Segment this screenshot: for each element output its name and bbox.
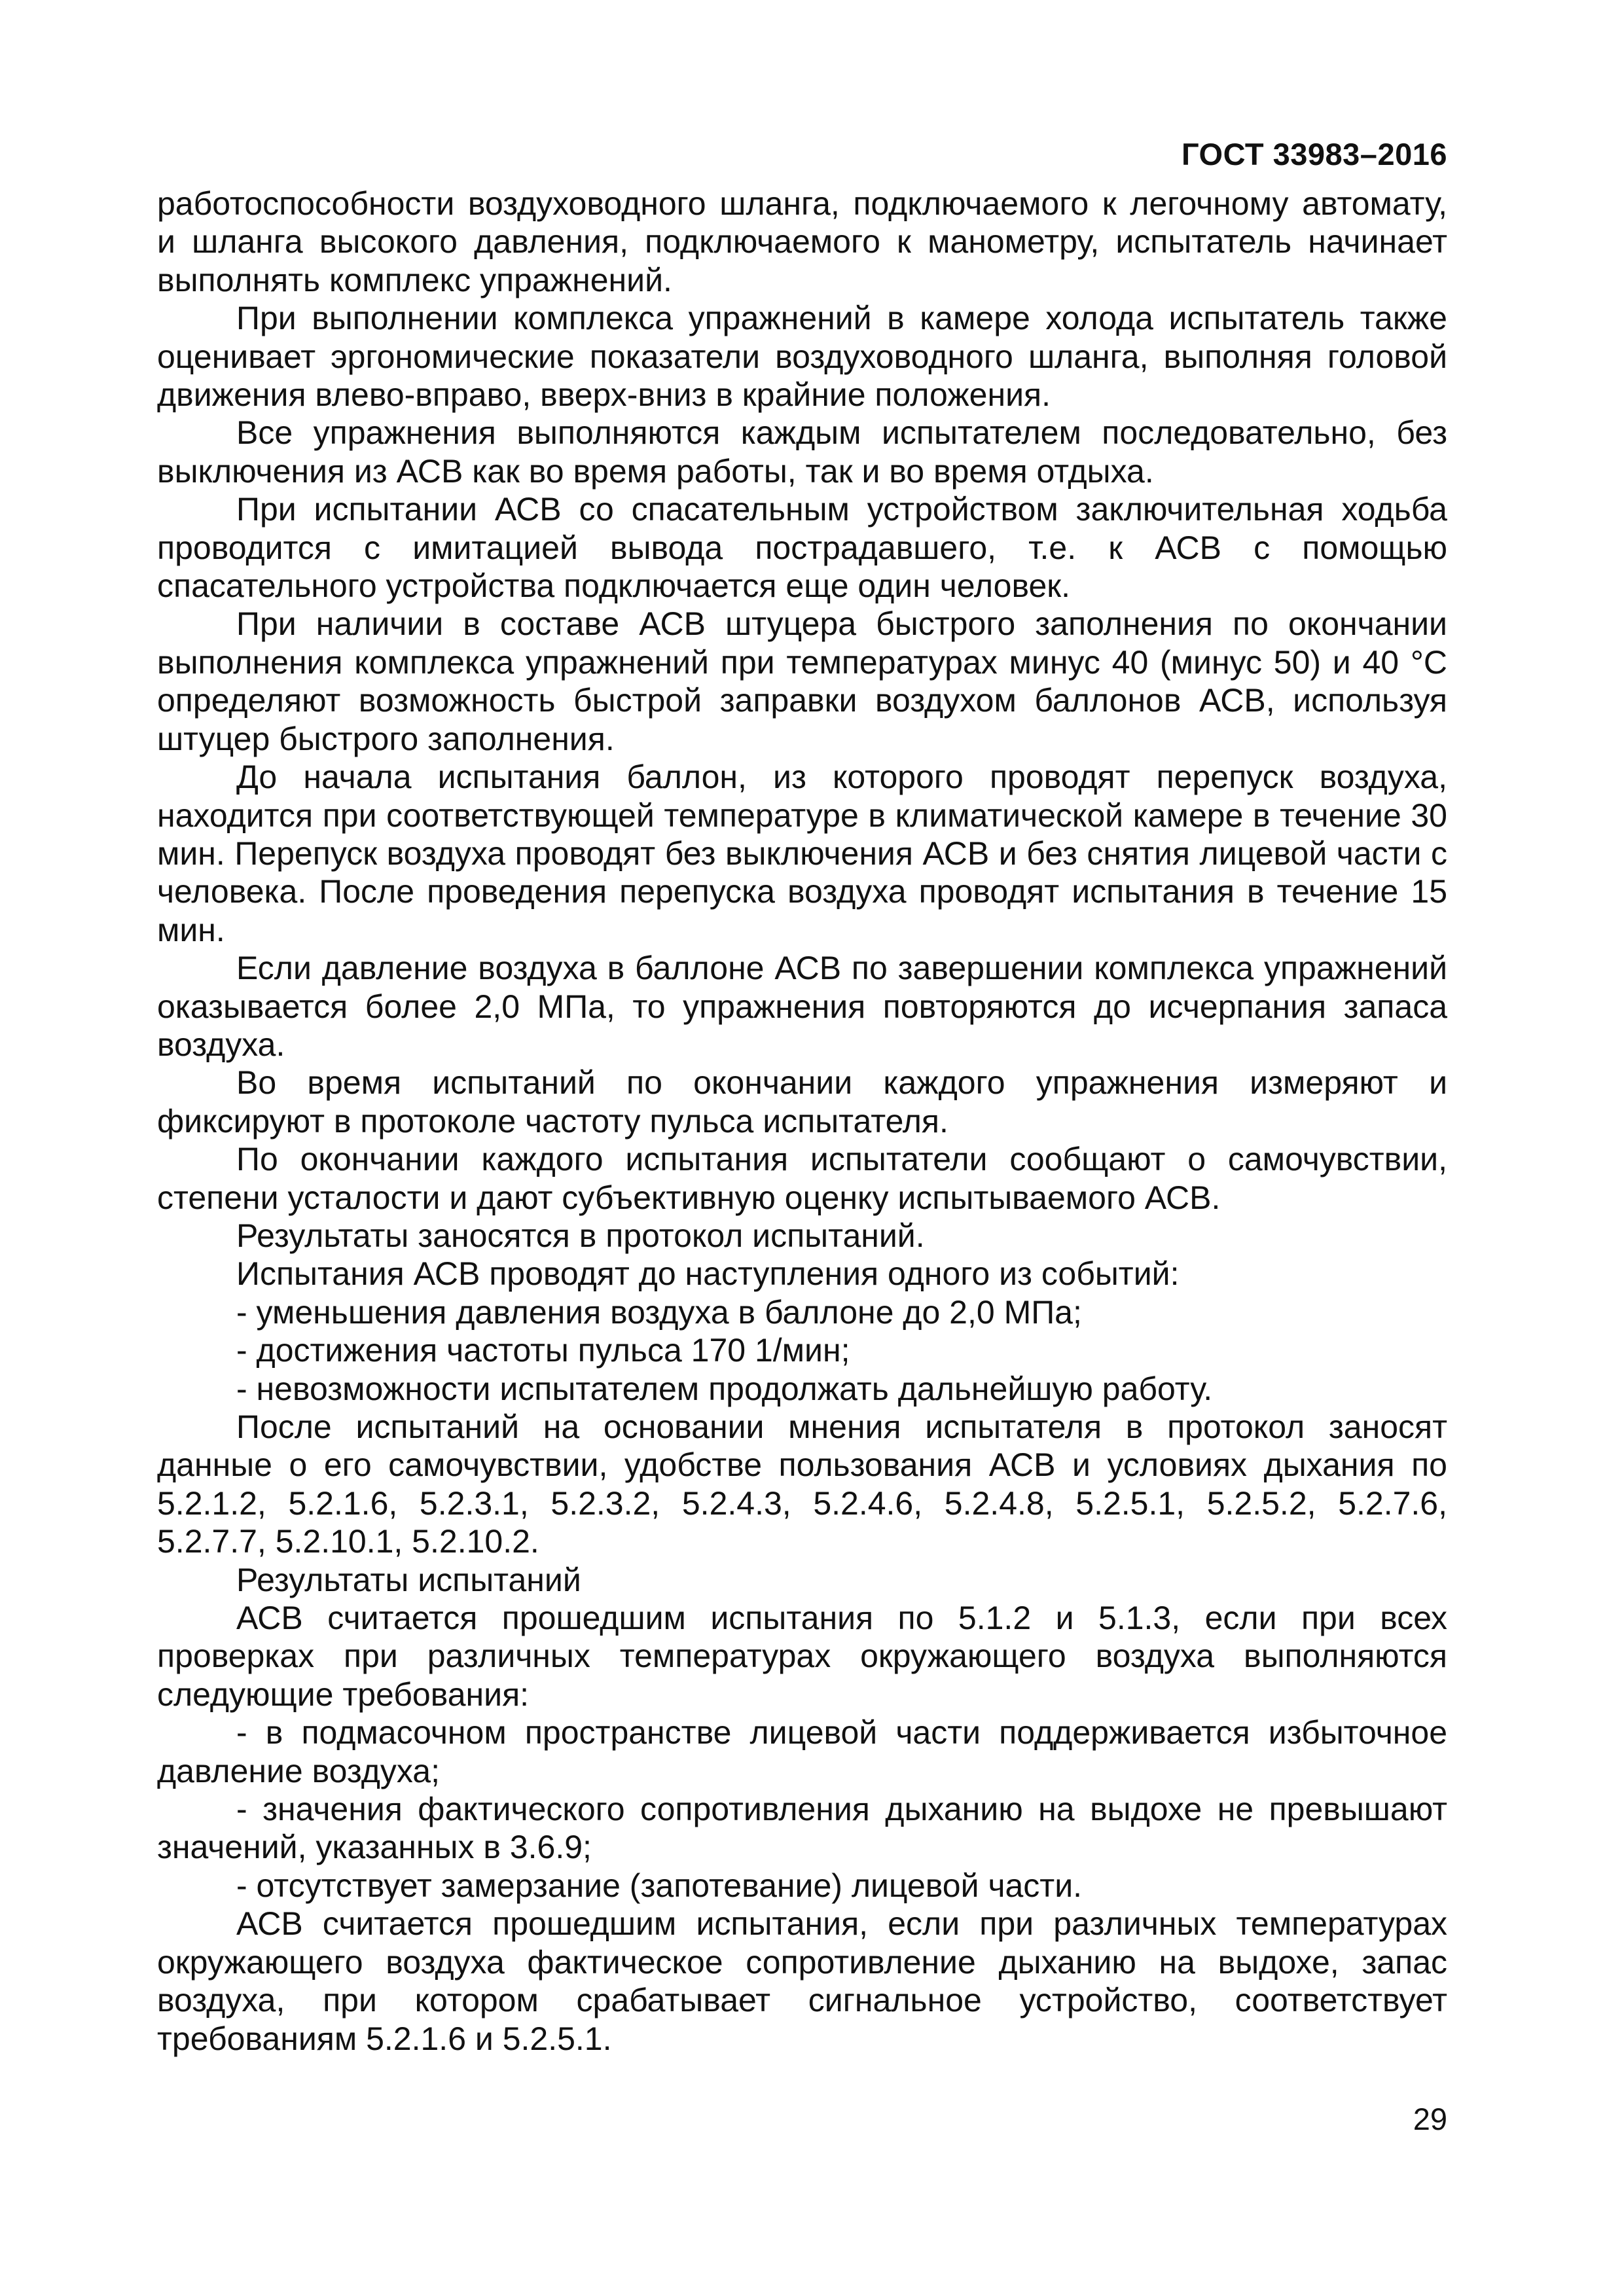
paragraph: При испытании АСВ со спасательным устройством заключительная ходьба проводится с имитацией вывода пострадавшего, т.е. к АСВ с помощью спасательного устройства подключается еще один человек. bbox=[157, 491, 1447, 605]
list-item: - уменьшения давления воздуха в баллоне до 2,0 МПа; bbox=[236, 1293, 1082, 1331]
paragraph: Во время испытаний по окончании каждого упражнения измеряют и фиксируют в протоколе частоту пульса испытателя. bbox=[157, 1064, 1447, 1139]
paragraph: Если давление воздуха в баллоне АСВ по завершении комплекса упражнений оказывается более 2,0 МПа, то упражнения повторяются до исчерпания запаса воздуха. bbox=[157, 950, 1447, 1063]
list-item: - значения фактического сопротивления дыханию на выдохе не превышают значений, указанных в 3.6.9; bbox=[157, 1791, 1447, 1866]
paragraph: После испытаний на основании мнения испытателя в протокол заносят данные о его самочувствии, удобстве пользования АСВ и условиях дыхания по 5.2.1.2, 5.2.1.6, 5.2.3.1, 5.2.3.2, 5.2.4.3, 5.2.4.6, 5.2.4.8, 5.2.5.1, 5.2.5.2, 5.2.7.6, 5.2.7.7, 5.2.10.1, 5.2.10.2. bbox=[157, 1408, 1447, 1560]
paragraph-continuation: работоспособности воздуховодного шланга, подключаемого к легочному автомату, и шланга высокого давления, подключаемого к манометру, испытатель начинает выполнять комплекс упражнений. bbox=[157, 185, 1447, 298]
paragraph: При выполнении комплекса упражнений в камере холода испытатель также оценивает эргономические показатели воздуховодного шланга, выполняя головой движения влево-вправо, вверх-вниз в крайние положения. bbox=[157, 300, 1447, 414]
section-heading: Результаты испытаний bbox=[236, 1561, 581, 1598]
list-item: - невозможности испытателем продолжать дальнейшую работу. bbox=[236, 1370, 1213, 1407]
paragraph: АСВ считается прошедшим испытания по 5.1.2 и 5.1.3, если при всех проверках при различных температурах окружающего воздуха выполняются следующие требования: bbox=[157, 1600, 1447, 1713]
paragraph: До начала испытания баллон, из которого проводят перепуск воздуха, находится при соответствующей температуре в климатической камере в течение 30 мин. Перепуск воздуха проводят без выключения АСВ и без снятия лицевой части с человека. После проведения перепуска воздуха проводят испытания в течение 15 мин. bbox=[157, 759, 1447, 948]
page-number: 29 bbox=[1413, 2102, 1447, 2136]
paragraph: АСВ считается прошедшим испытания, если при различных температурах окружающего воздуха фактическое сопротивление дыханию на выдохе, запас воздуха, при котором срабатывает сигнальное устройство, соответствует требованиям 5.2.1.6 и 5.2.5.1. bbox=[157, 1905, 1447, 2057]
paragraph: Все упражнения выполняются каждым испытателем последовательно, без выключения из АСВ как во время работы, так и во время отдыха. bbox=[157, 414, 1447, 490]
paragraph: По окончании каждого испытания испытатели сообщают о самочувствии, степени усталости и дают субъективную оценку испытываемого АСВ. bbox=[157, 1141, 1447, 1216]
document-body bbox=[157, 185, 1447, 2058]
paragraph: Результаты заносятся в протокол испытаний. bbox=[236, 1217, 925, 1254]
list-item: - достижения частоты пульса 170 1/мин; bbox=[236, 1332, 850, 1369]
paragraph: Испытания АСВ проводят до наступления одного из событий: bbox=[236, 1255, 1180, 1293]
document-header-standard-id: ГОСТ 33983–2016 bbox=[1181, 137, 1447, 171]
list-item: - в подмасочном пространстве лицевой части поддерживается избыточное давление воздуха; bbox=[157, 1714, 1447, 1789]
list-item: - отсутствует замерзание (запотевание) лицевой части. bbox=[236, 1867, 1083, 1904]
paragraph: При наличии в составе АСВ штуцера быстрого заполнения по окончании выполнения комплекса упражнений при температурах минус 40 (минус 50) и 40 °С определяют возможность быстрой заправки воздухом баллонов АСВ, используя штуцер быстрого заполнения. bbox=[157, 605, 1447, 757]
